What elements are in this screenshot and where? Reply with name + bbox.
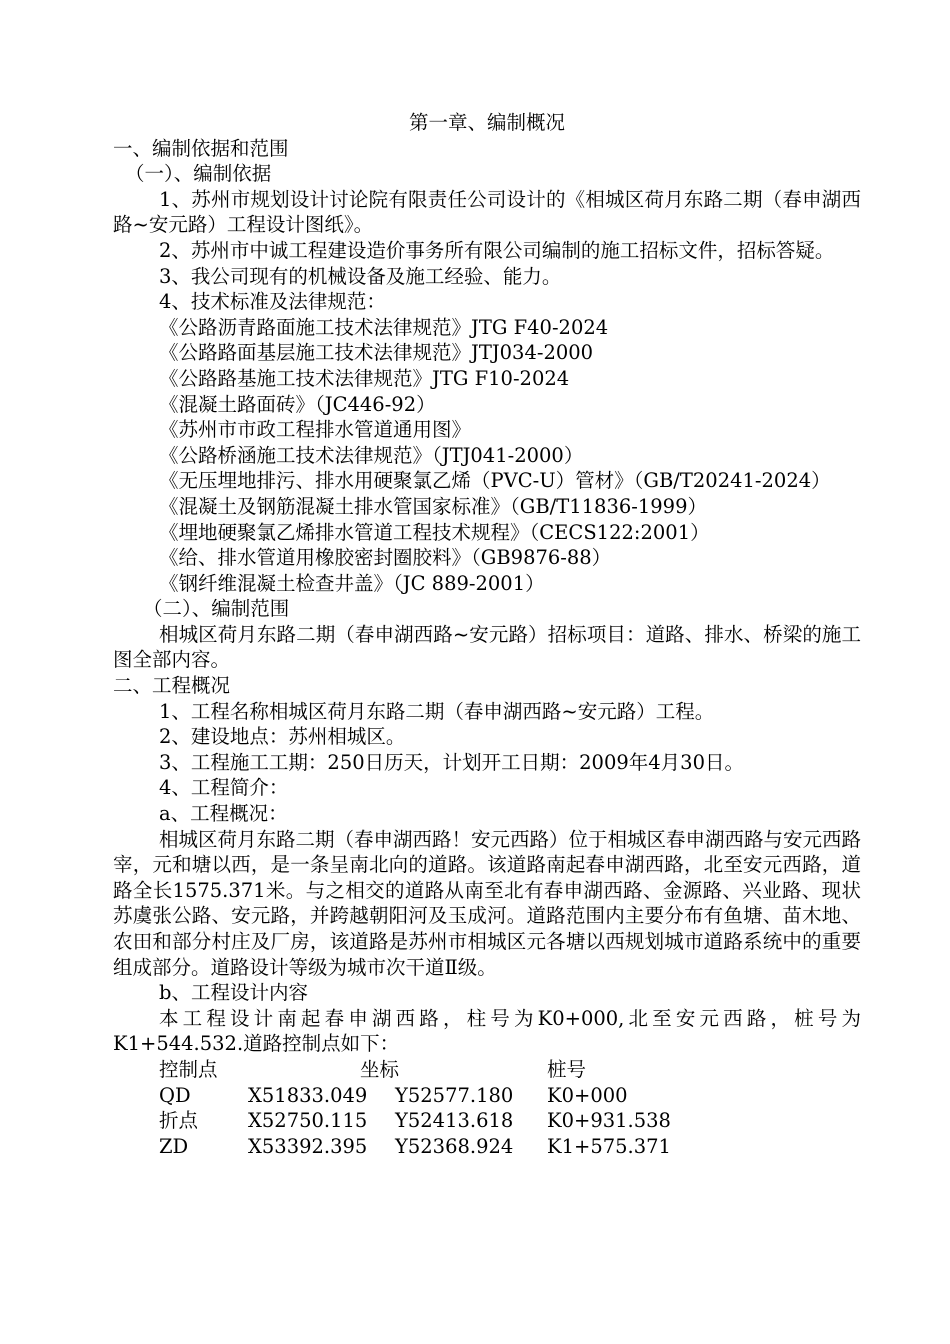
table-row: [113, 1134, 861, 1160]
table-row: [113, 1108, 861, 1134]
design-paragraph: 本工程设计南起春申湖西路，柱号为K0+000,北至安元西路，桩号为K1+544.532.道路控制点如下：: [113, 1006, 861, 1056]
overview-paragraph: 相城区荷月东路二期（春申湖西路！安元西路）位于相城区春申湖西路与安元西路宰，元和塘以西，是一条呈南北向的道路。该道路南起春申湖西路，北至安元西路，道路全长1575.371米。与之相交的道路从南至北有春申湖西路、金源路、兴业路、现状苏虞张公路、安元路，并跨越朝阳河及玉成河。道路范围内主要分布有鱼塘、苗木地、农田和部分村庄及厂房，该道路是苏州市相城区元各塘以西规划城市道路系统中的重要组成部分。道路设计等级为城市次干道Ⅱ级。: [113, 827, 862, 979]
standard-item: 《无压埋地排污、排水用硬聚氯乙烯（PVC-U）管材》（GB/T20241-2024）: [159, 469, 831, 493]
basis-item: 3、我公司现有的机械设备及施工经验、能力。: [159, 264, 562, 288]
sub-label: a、工程概况：: [159, 802, 288, 826]
table-row: [113, 1083, 861, 1109]
basis-item: 4、技术标准及法律规范：: [159, 290, 386, 314]
sub-label: b、工程设计内容: [159, 981, 308, 1005]
table-cell: 折点: [159, 1109, 199, 1133]
table-header-cell: 桩号: [547, 1057, 587, 1081]
table-cell: X52750.115: [248, 1109, 368, 1133]
subsection-heading: （一）、编制依据: [125, 162, 272, 186]
overview-item: 2、建设地点：苏州相城区。: [159, 725, 406, 749]
standard-item: 《埋地硬聚氯乙烯排水管道工程技术规程》（CECS122:2001）: [159, 520, 710, 544]
table-cell: Y52577.180: [395, 1083, 514, 1107]
standard-item: 《公路路面基层施工技术法律规范》JTJ034-2000: [159, 341, 594, 365]
section-heading: 二、工程概况: [113, 674, 231, 698]
overview-item: 3、工程施工工期：250日历天，计划开工日期：2009年4月30日。: [159, 750, 744, 774]
standard-item: 《苏州市市政工程排水管道通用图》: [159, 418, 472, 442]
table-cell: ZD: [159, 1134, 189, 1158]
overview-item: 4、工程简介：: [159, 776, 289, 800]
table-cell: QD: [159, 1083, 191, 1107]
standard-item: 《公路桥涵施工技术法律规范》（JTJ041-2000）: [159, 443, 584, 467]
basis-item: 1、苏州市规划设计讨论院有限责任公司设计的《相城区荷月东路二期（春申湖西路~安元路）工程设计图纸》。: [113, 187, 861, 237]
table-header-cell: 坐标: [360, 1057, 400, 1081]
section-heading: 一、编制依据和范围: [113, 136, 289, 160]
subsection-heading: （二）、编制范围: [143, 597, 290, 621]
table-header-cell: 控制点: [159, 1057, 218, 1081]
table-cell: X51833.049: [248, 1083, 368, 1107]
overview-item: 1、工程名称相城区荷月东路二期（春申湖西路~安元路）工程。: [159, 699, 715, 723]
table-cell: Y52413.618: [395, 1109, 514, 1133]
table-cell: Y52368.924: [395, 1134, 514, 1158]
control-table-header: [113, 1057, 861, 1083]
table-cell: K0+931.538: [547, 1109, 671, 1133]
basis-item: 2、苏州市中诚工程建设造价事务所有限公司编制的施工招标文件，招标答疑。: [159, 238, 835, 262]
table-cell: X53392.395: [248, 1134, 368, 1158]
standard-item: 《公路沥青路面施工技术法律规范》JTG F40-2024: [159, 315, 609, 339]
standard-item: 《公路路基施工技术法律规范》JTG F10-2024: [159, 366, 570, 390]
table-cell: K1+575.371: [547, 1134, 671, 1158]
standard-item: 《给、排水管道用橡胶密封圈胶料》（GB9876-88）: [159, 546, 612, 570]
scope-text: 相城区荷月东路二期（春申湖西路~安元路）招标项目：道路、排水、桥梁的施工图全部内容。: [113, 622, 861, 672]
document-page: [113, 110, 861, 1159]
table-cell: K0+000: [547, 1083, 628, 1107]
standard-item: 《混凝土及钢筋混凝土排水管国家标准》（GB/T11836-1999）: [159, 494, 707, 518]
chapter-title: 第一章、编制概况: [408, 111, 565, 134]
standard-item: 《钢纤维混凝土检查井盖》（JC 889-2001）: [159, 571, 545, 595]
standard-item: 《混凝土路面砖》（JC446-92）: [159, 392, 436, 416]
